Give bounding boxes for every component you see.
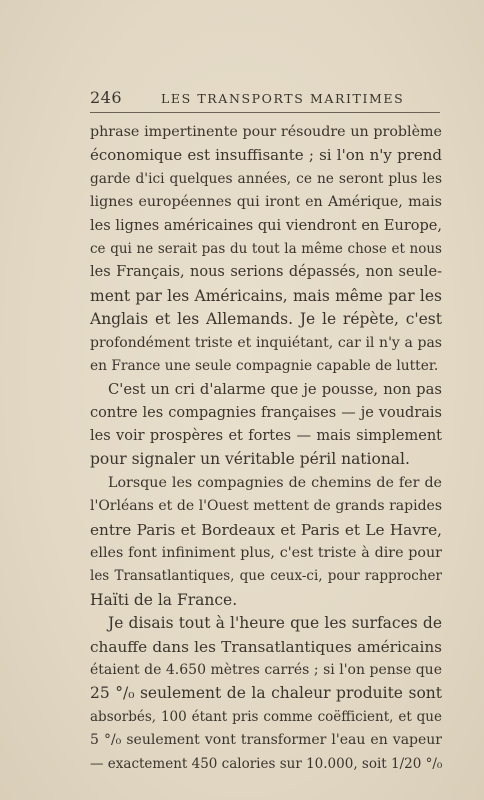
running-title: LES TRANSPORTS MARITIMES: [161, 91, 405, 106]
text-line: Anglais et les Allemands. Je le répète, c'est: [90, 310, 442, 329]
text-line: 5 °/₀ seulement vont transformer l'eau en vapeur: [90, 732, 442, 749]
text-line: Lorsque les compagnies de chemins de fer de: [108, 474, 442, 491]
text-line: l'Orléans et de l'Ouest mettent de grands rapides: [90, 498, 442, 515]
text-line: ce qui ne serait pas du tout la même chose et nous: [90, 240, 442, 257]
text-line: les voir prospères et fortes — mais simplement: [90, 428, 442, 445]
text-line: contre les compagnies françaises — je voudrais: [90, 404, 442, 421]
text-line: entre Paris et Bordeaux et Paris et Le Havre,: [90, 520, 442, 539]
text-line: les Français, nous serions dépassés, non seule-: [90, 264, 442, 281]
text-line: ment par les Américains, mais même par les: [90, 286, 442, 305]
text-line: économique est insuffisante ; si l'on n'y prend: [90, 146, 442, 165]
text-line: phrase impertinente pour résoudre un problème: [90, 124, 442, 140]
text-line: Haïti de la France.: [90, 590, 238, 609]
text-line: Je disais tout à l'heure que les surfaces de: [108, 614, 442, 633]
text-line: elles font infiniment plus, c'est triste à dire pour: [90, 545, 442, 562]
text-line: les Transatlantiques, que ceux-ci, pour rapprocher: [90, 568, 442, 585]
page-header: [90, 88, 440, 112]
header-rule: [90, 112, 440, 113]
text-line: — exactement 450 calories sur 10.000, soit 1/20 °/₀: [90, 755, 443, 772]
text-line: garde d'ici quelques années, ce ne seront plus les: [90, 170, 442, 187]
text-line: étaient de 4.650 mètres carrés ; si l'on pense que: [90, 661, 442, 678]
text-line: profondément triste et inquiétant, car il n'y a pas: [90, 334, 442, 351]
text-line: pour signaler un véritable péril national.: [90, 450, 410, 469]
page-number: 246: [90, 88, 123, 107]
text-line: 25 °/₀ seulement de la chaleur produite sont: [90, 684, 442, 703]
text-line: C'est un cri d'alarme que je pousse, non pas: [108, 381, 442, 399]
body-text: [90, 121, 442, 776]
text-line: absorbés, 100 étant pris comme coëfficient, et que: [90, 708, 442, 725]
text-line: en France une seule compagnie capable de lutter.: [90, 357, 439, 374]
text-line: lignes européennes qui iront en Amérique, mais: [90, 194, 442, 211]
text-line: chauffe dans les Transatlantiques américains: [90, 637, 442, 656]
text-line: les lignes américaines qui viendront en Europe,: [90, 217, 442, 234]
